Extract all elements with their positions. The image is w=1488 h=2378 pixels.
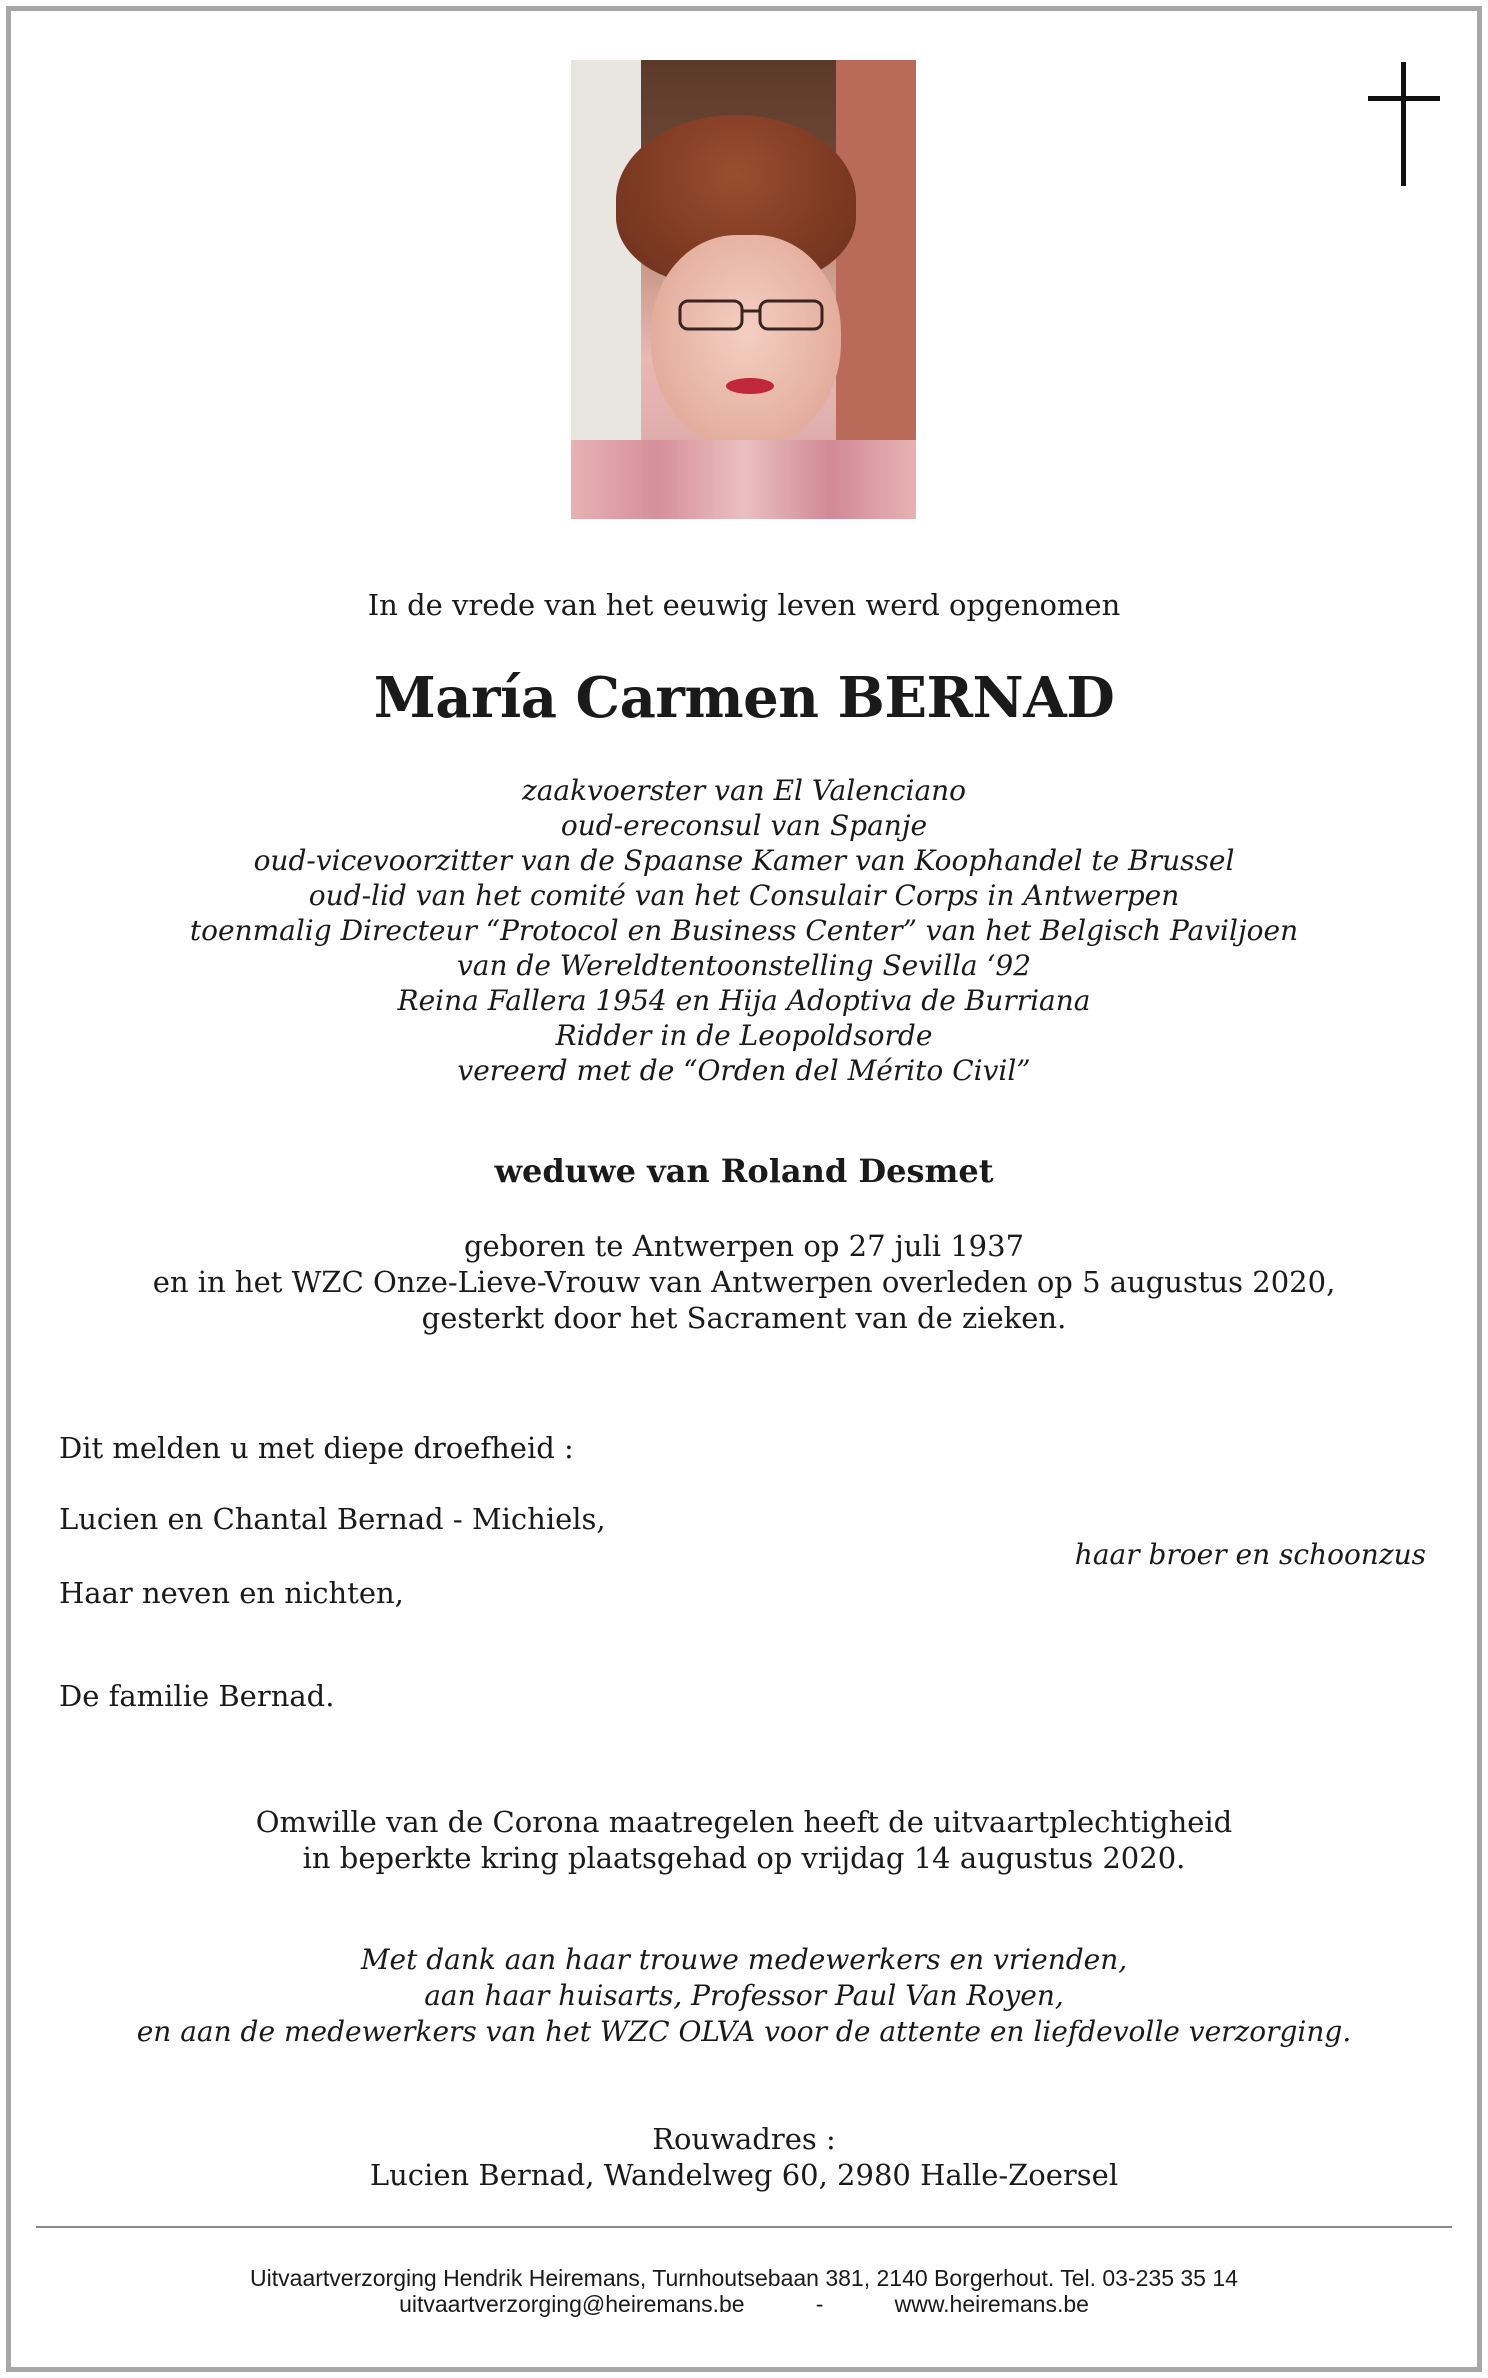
announcement: Dit melden u met diepe droefheid : [59,1431,574,1465]
footer-email[interactable]: uitvaartverzorging@heiremans.be [399,2291,745,2317]
title-line: zaakvoerster van El Valenciano [521,774,967,807]
family-relation: haar broer en schoonzus [1074,1538,1426,1571]
title-line: oud-lid van het comité van het Consulair Corps in Antwerpen [308,879,1180,912]
footer-website[interactable]: www.heiremans.be [894,2291,1089,2317]
title-line: van de Wereldtentoonstelling Sevilla ‘92 [456,949,1032,982]
corona-notice [40,1804,1448,1876]
thanks-line: Met dank aan haar trouwe medewerkers en vrienden, [360,1943,1128,1976]
title-line: vereerd met de “Orden del Mérito Civil” [457,1054,1031,1087]
life-line: gesterkt door het Sacrament van de zieken. [421,1301,1067,1335]
intro-line: In de vrede van het eeuwig leven werd opgenomen [367,588,1121,622]
title-line: oud-vicevoorzitter van de Spaanse Kamer van Koophandel te Brussel [253,844,1235,877]
portrait-photo [571,60,916,519]
title-line: toenmalig Directeur “Protocol en Business Center” van het Belgisch Paviljoen [189,914,1299,947]
footer-contact [40,2291,1448,2317]
family-line: De familie Bernad. [59,1679,335,1713]
cross-icon [1368,62,1440,186]
mourning-label: Rouwadres : [652,2122,836,2156]
footer-company: Uitvaartverzorging Hendrik Heiremans, Turnhoutsebaan 381, 2140 Borgerhout. Tel. 03-235 35 14 [250,2265,1238,2291]
family-line: Haar neven en nichten, [59,1576,404,1610]
footer-separator: - [815,2291,824,2317]
title-line: oud-ereconsul van Spanje [560,809,928,842]
mourning-address: Lucien Bernad, Wandelweg 60, 2980 Halle-Zoersel [369,2158,1119,2192]
thanks-line: en aan de medewerkers van het WZC OLVA voor de attente en liefdevolle verzorging. [136,2015,1352,2048]
life-dates [40,1228,1448,1336]
thanks-block [40,1942,1448,2050]
title-line: Reina Fallera 1954 en Hija Adoptiva de Burriana [397,984,1091,1017]
divider [36,2226,1452,2228]
thanks-line: aan haar huisarts, Professor Paul Van Royen, [424,1979,1064,2012]
title-line: Ridder in de Leopoldsorde [555,1019,933,1052]
corona-line: Omwille van de Corona maatregelen heeft de uitvaartplechtigheid [255,1805,1233,1839]
life-line: en in het WZC Onze-Lieve-Vrouw van Antwerpen overleden op 5 augustus 2020, [152,1265,1336,1299]
life-line: geboren te Antwerpen op 27 juli 1937 [463,1229,1025,1263]
family-line: Lucien en Chantal Bernad - Michiels, [59,1502,606,1536]
deceased-name: María Carmen BERNAD [373,665,1115,731]
corona-line: in beperkte kring plaatsgehad op vrijdag 14 augustus 2020. [302,1841,1186,1875]
titles-list [40,773,1448,1088]
widow-line: weduwe van Roland Desmet [494,1152,994,1190]
